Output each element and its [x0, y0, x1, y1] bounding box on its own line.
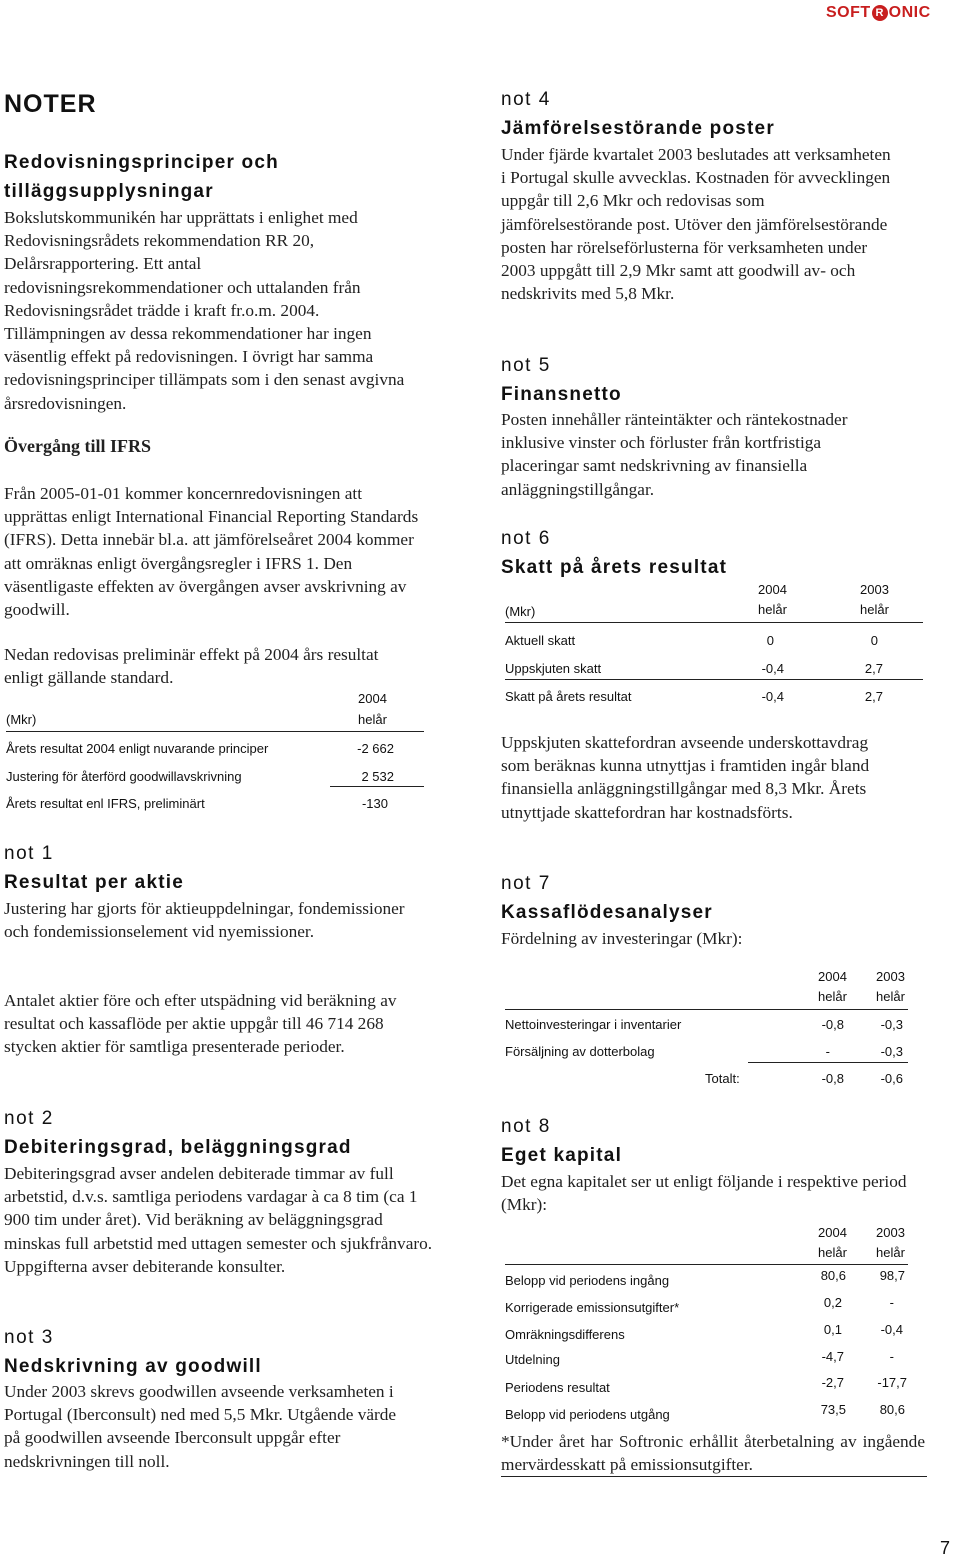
not5-p1: Posten innehåller ränteintäkter och räntekostnader inklusive vinster och förluster från kortfristiga placeringar samt nedskrivning av finansiella anläggningstillgångar. [501, 410, 848, 499]
intro-heading: Redovisningsprinciper och tilläggsupplysningar [4, 152, 279, 202]
not6-sub2: helår [860, 602, 889, 617]
not7-row-1-label: Nettoinvesteringar i inventarier [505, 1017, 682, 1032]
not6-row-3-label: Skatt på årets resultat [505, 689, 632, 704]
not8-row-1-v1: 80,6 [820, 1268, 846, 1283]
not6-col1: 2004 [758, 582, 787, 597]
not4-title: Jämförelsestörande poster [501, 118, 775, 139]
not6-row-3-v1: -0,4 [761, 689, 784, 704]
not8-row-5-label: Periodens resultat [505, 1380, 610, 1395]
not7-total-v1: -0,8 [821, 1071, 844, 1086]
not7-total-label: Totalt: [705, 1071, 740, 1086]
not7-sub2: helår [876, 989, 905, 1004]
not6-row-2-v1: -0,4 [761, 661, 784, 676]
not6-row-3-v2: 2,7 [864, 689, 883, 704]
ifrs-row-3-value: -130 [361, 796, 388, 811]
ifrs-sum-rule [330, 786, 424, 787]
not8-footnote: *Under året har Softronic erhållit återbetalning av ingående mervärdesskatt på emissionsutgifter. [501, 1432, 925, 1475]
not6-row-1-v1: 0 [766, 633, 774, 648]
ifrs-col-sub-label: helår [358, 712, 387, 727]
not8-row-6-v2: 80,6 [879, 1402, 905, 1417]
page-number: 7 [939, 1538, 950, 1558]
not4-number: not 4 [501, 89, 551, 110]
not4-p1: Under fjärde kvartalet 2003 beslutades att verksamheten i Portugal skulle avvecklas. Kostnaden för avvecklingen uppgår till 2,6 Mkr och redovisas som jämförelsestörande post. Utöver den jämförelsestörande posten har rörelseförlusterna för verksamheten under 2003 uppgått till 2,9 Mkr samt att goodwill av- och nedskrivits med 5,8 Mkr. [501, 145, 891, 304]
not7-col1: 2004 [818, 969, 847, 984]
not8-col2: 2003 [876, 1225, 905, 1240]
ifrs-row-1-value: -2 662 [357, 741, 394, 756]
ifrs-text: Från 2005-01-01 kommer koncernredovisningen att upprättas enligt International Financial Reporting Standards (IFRS). Detta innebär bl.a. att jämförelseåret 2004 kommer att omräknas enligt övergångsregler i IFRS 1. Den väsentligaste effekten av övergången avser avskrivning av goodwill. [4, 484, 419, 620]
ifrs-text-2: Nedan redovisas preliminär effekt på 2004 års resultat enligt gällande standard. [4, 645, 379, 688]
softronic-logo [826, 2, 931, 24]
not8-row-2-v1: 0,2 [823, 1295, 842, 1310]
not8-row-1-label: Belopp vid periodens ingång [505, 1273, 670, 1288]
not7-sum-rule [748, 1062, 908, 1063]
page-title: NOTER [4, 90, 97, 118]
not8-row-4-v2: - [889, 1349, 894, 1364]
not7-p1: Fördelning av investeringar (Mkr): [501, 929, 743, 948]
ifrs-row-3-label: Årets resultat enl IFRS, preliminärt [6, 796, 205, 811]
not8-p1: Det egna kapitalet ser ut enligt följande i respektive period (Mkr): [501, 1172, 907, 1215]
not1-title: Resultat per aktie [4, 872, 184, 893]
not7-title: Kassaflödesanalyser [501, 902, 713, 923]
not8-row-1-v2: 98,7 [879, 1268, 905, 1283]
not5-title: Finansnetto [501, 384, 622, 405]
not8-row-2-v2: - [889, 1295, 894, 1310]
not7-row-1-v1: -0,8 [821, 1017, 844, 1032]
not8-row-6-label: Belopp vid periodens utgång [505, 1407, 670, 1422]
not7-number: not 7 [501, 873, 551, 894]
intro-text: Bokslutskommunikén har upprättats i enlighet med Redovisningsrådets rekommendation RR 20, Delårsrapportering. Ett antal redovisningsrekommendationer och uttalanden från Redovisningsrådet trädde i kraft fr.o.m. 2004. Tillämpningen av dessa rekommendationer har ingen väsentlig effekt på redovisningen. I övrigt har samma redovisningsprinciper tillämpats som i den senast avgivna årsredovisningen. [4, 208, 405, 413]
ifrs-unit: (Mkr) [6, 712, 37, 727]
not6-row-2-v2: 2,7 [864, 661, 883, 676]
not1-p2: Antalet aktier före och efter utspädning vid beräkning av resultat och kassaflöde per aktie uppgår till 46 714 268 stycken aktier för samtliga presenterade perioder. [4, 991, 397, 1057]
ifrs-row-2-value: 2 532 [361, 769, 394, 784]
not5-number: not 5 [501, 355, 551, 376]
ifrs-row-1-label: Årets resultat 2004 enligt nuvarande principer [6, 741, 269, 756]
not8-col1: 2004 [818, 1225, 847, 1240]
not8-header-rule [505, 1264, 908, 1265]
not6-unit: (Mkr) [505, 604, 536, 619]
not7-header-rule [505, 1009, 908, 1010]
ifrs-heading: Övergång till IFRS [4, 436, 151, 456]
not6-row-1-v2: 0 [870, 633, 878, 648]
not6-number: not 6 [501, 528, 551, 549]
not6-col2: 2003 [860, 582, 889, 597]
not8-row-2-label: Korrigerade emissionsutgifter* [505, 1300, 680, 1315]
not7-row-1-v2: -0,3 [880, 1017, 903, 1032]
logo-text-c: ONIC [888, 4, 931, 21]
not8-title: Eget kapital [501, 1145, 623, 1166]
not8-row-4-v1: -4,7 [821, 1349, 844, 1364]
not7-row-2-v1: - [825, 1044, 830, 1059]
not6-header-rule [505, 622, 923, 623]
not7-row-2-label: Försäljning av dotterbolag [505, 1044, 655, 1059]
not8-row-3-v1: 0,1 [823, 1322, 842, 1337]
not8-row-3-v2: -0,4 [880, 1322, 903, 1337]
ifrs-row-2-label: Justering för återförd goodwillavskrivning [6, 769, 242, 784]
not8-sub1: helår [818, 1245, 847, 1260]
not6-row-1-label: Aktuell skatt [505, 633, 576, 648]
not3-p1: Under 2003 skrevs goodwillen avseende verksamheten i Portugal (Iberconsult) ned med 5,5 Mkr. Utgående värde på goodwillen avseende Iberconsult uppgår efter nedskrivningen till noll. [4, 1382, 397, 1471]
not2-number: not 2 [4, 1108, 54, 1129]
not6-title: Skatt på årets resultat [501, 557, 728, 578]
not8-sub2: helår [876, 1245, 905, 1260]
not8-row-5-v2: -17,7 [877, 1375, 907, 1390]
not6-sub1: helår [758, 602, 787, 617]
ifrs-header-rule [6, 731, 424, 732]
not7-row-2-v2: -0,3 [880, 1044, 903, 1059]
not7-sub1: helår [818, 989, 847, 1004]
not1-number: not 1 [4, 843, 54, 864]
not2-title: Debiteringsgrad, beläggningsgrad [4, 1137, 352, 1158]
not8-row-3-label: Omräkningsdifferens [505, 1327, 625, 1342]
not8-row-5-v1: -2,7 [821, 1375, 844, 1390]
not3-number: not 3 [4, 1327, 54, 1348]
logo-mark: R [872, 5, 888, 21]
not8-row-4-label: Utdelning [505, 1352, 560, 1367]
ifrs-col-year: 2004 [358, 691, 387, 706]
not8-row-6-v1: 73,5 [820, 1402, 846, 1417]
not6-row-2-label: Uppskjuten skatt [505, 661, 602, 676]
not1-p1: Justering har gjorts för aktieuppdelningar, fondemissioner och fondemissionselement vid nyemissioner. [4, 899, 405, 942]
not6-sum-rule [505, 679, 923, 680]
not8-footnote-rule [501, 1476, 927, 1477]
not7-total-v2: -0,6 [880, 1071, 903, 1086]
not7-col2: 2003 [876, 969, 905, 984]
logo-text-a: SOFT [826, 4, 871, 21]
not8-number: not 8 [501, 1116, 551, 1137]
not3-title: Nedskrivning av goodwill [4, 1356, 262, 1377]
not2-p1: Debiteringsgrad avser andelen debiterade timmar av full arbetstid, d.v.s. samtliga periodens vardagar à ca 8 tim (ca 1 900 tim under året). Vid beräkning av beläggningsgrad minskas full arbetstid med uttagen semester och sjukfrånvaro. Uppgifterna avser debiterande konsulter. [4, 1164, 433, 1276]
not6-p1: Uppskjuten skattefordran avseende underskottavdrag som beräknas kunna utnyttjas i framtiden ingår bland finansiella anläggningstillgångar med 8,3 Mkr. Årets utnyttjade skattefordran har kostnadsförts. [501, 733, 870, 822]
